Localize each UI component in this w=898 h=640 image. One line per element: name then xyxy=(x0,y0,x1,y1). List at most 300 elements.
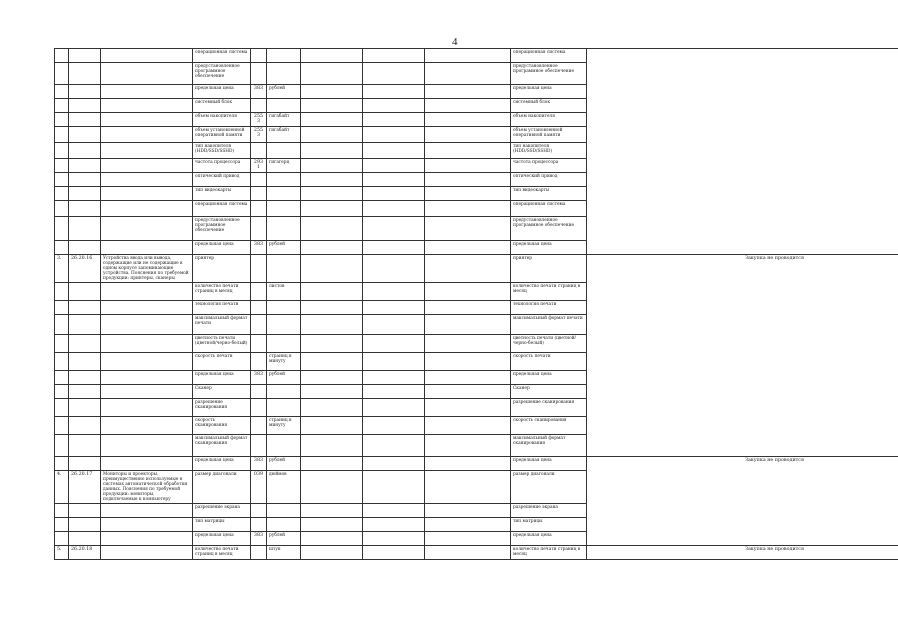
table-cell: цветность печати (цветной/черно-белый) xyxy=(193,335,251,353)
table-cell xyxy=(425,457,511,471)
table-cell xyxy=(301,471,363,504)
table-cell: разрешение сканирования xyxy=(511,399,587,417)
table-cell: 2553 xyxy=(251,127,267,143)
table-cell xyxy=(69,241,101,255)
table-cell xyxy=(101,63,193,85)
specification-table xyxy=(54,48,898,560)
table-cell: тип матрицы xyxy=(511,518,587,532)
table-cell xyxy=(55,99,69,113)
table-cell xyxy=(101,99,193,113)
table-cell xyxy=(251,173,267,187)
table-cell xyxy=(301,255,363,283)
table-cell: гигабайт xyxy=(267,113,301,127)
table-cell xyxy=(69,532,101,546)
table-cell: системный блок xyxy=(511,99,587,113)
table-cell: принтер xyxy=(511,255,587,283)
table-cell xyxy=(301,315,363,335)
table-cell: предельная цена xyxy=(193,532,251,546)
table-row xyxy=(55,255,898,283)
table-cell xyxy=(363,457,425,471)
table-cell xyxy=(363,518,425,532)
table-cell xyxy=(55,187,69,201)
table-cell xyxy=(363,471,425,504)
table-cell xyxy=(69,518,101,532)
table-cell: количество печати страниц в месяц xyxy=(511,546,587,560)
table-cell xyxy=(425,187,511,201)
table-cell: предустановленное программное обеспечение xyxy=(511,63,587,85)
table-cell xyxy=(69,201,101,217)
table-cell xyxy=(301,371,363,385)
table-cell: предельная цена xyxy=(511,371,587,385)
table-cell xyxy=(55,335,69,353)
table-cell: оптический привод xyxy=(193,173,251,187)
table-cell xyxy=(55,85,69,99)
table-cell xyxy=(101,201,193,217)
table-cell: рублей xyxy=(267,85,301,99)
table-row xyxy=(55,49,898,63)
table-cell xyxy=(69,353,101,371)
table-cell xyxy=(101,435,193,457)
table-cell xyxy=(425,518,511,532)
table-cell: цветность печати (цветной/черно-белый) xyxy=(511,335,587,353)
table-cell xyxy=(101,187,193,201)
table-cell xyxy=(425,201,511,217)
table-cell xyxy=(55,159,69,173)
table-cell xyxy=(69,399,101,417)
table-cell: рублей xyxy=(267,457,301,471)
table-cell: Сканер xyxy=(511,385,587,399)
table-cell: объем установленной оперативной памяти xyxy=(511,127,587,143)
table-cell: предельная цена xyxy=(193,241,251,255)
table-cell xyxy=(101,301,193,315)
table-cell xyxy=(301,435,363,457)
table-cell: операционная система xyxy=(511,201,587,217)
table-cell xyxy=(101,217,193,241)
table-cell xyxy=(55,399,69,417)
table-cell xyxy=(301,353,363,371)
table-cell xyxy=(363,255,425,283)
table-cell xyxy=(251,217,267,241)
table-cell xyxy=(267,143,301,159)
table-cell xyxy=(251,335,267,353)
table-cell xyxy=(69,371,101,385)
table-cell xyxy=(425,113,511,127)
table-cell: технология печати xyxy=(193,301,251,315)
table-cell xyxy=(55,201,69,217)
table-cell xyxy=(425,301,511,315)
table-cell: гигабайт xyxy=(267,127,301,143)
table-cell xyxy=(69,99,101,113)
table-cell xyxy=(363,63,425,85)
table-cell xyxy=(55,241,69,255)
table-cell: оптический привод xyxy=(511,173,587,187)
notes-cell: Закупка не проводится xyxy=(587,255,898,457)
table-cell xyxy=(301,518,363,532)
table-cell: штук xyxy=(267,546,301,560)
table-cell: 2931 xyxy=(251,159,267,173)
table-cell xyxy=(363,371,425,385)
table-cell xyxy=(55,417,69,435)
table-cell xyxy=(251,201,267,217)
table-cell: 383 xyxy=(251,532,267,546)
table-cell xyxy=(101,335,193,353)
table-cell xyxy=(55,217,69,241)
table-cell: операционная система xyxy=(193,201,251,217)
table-cell: частота процессора xyxy=(511,159,587,173)
table-cell xyxy=(267,49,301,63)
table-cell xyxy=(55,532,69,546)
page-number: 4 xyxy=(452,36,458,48)
table-cell xyxy=(301,399,363,417)
table-cell xyxy=(251,518,267,532)
table-cell xyxy=(301,127,363,143)
table-cell: максимальный формат печати xyxy=(511,315,587,335)
table-cell xyxy=(425,435,511,457)
table-cell xyxy=(425,255,511,283)
table-cell: скорость сканирования xyxy=(511,417,587,435)
table-cell xyxy=(251,385,267,399)
table-cell xyxy=(267,99,301,113)
table-cell xyxy=(267,63,301,85)
table-cell xyxy=(363,217,425,241)
table-cell xyxy=(251,435,267,457)
table-cell xyxy=(425,283,511,301)
table-cell xyxy=(69,283,101,301)
table-cell xyxy=(101,315,193,335)
table-cell: объем накопителя xyxy=(193,113,251,127)
table-cell xyxy=(101,371,193,385)
notes-cell: Закупка не проводится xyxy=(587,546,898,560)
table-cell xyxy=(363,385,425,399)
table-cell xyxy=(425,143,511,159)
table-cell xyxy=(363,435,425,457)
table-cell: системный блок xyxy=(193,99,251,113)
table-row xyxy=(55,457,898,471)
table-cell xyxy=(69,504,101,518)
table-cell: 4. xyxy=(55,471,69,504)
table-cell xyxy=(251,49,267,63)
table-cell xyxy=(55,127,69,143)
table-cell: Мониторы и проекторы, преимущественно используемые в системах автоматической обработки данных. Пояснения по требуемой продукции: мониторы, подключаемые к компьютеру xyxy=(101,471,193,504)
table-cell xyxy=(363,283,425,301)
table-cell: скорость печати xyxy=(193,353,251,371)
table-cell: страниц в минуту xyxy=(267,353,301,371)
table-cell xyxy=(101,283,193,301)
table-cell xyxy=(301,385,363,399)
table-cell xyxy=(101,173,193,187)
table-cell xyxy=(363,301,425,315)
table-cell xyxy=(251,187,267,201)
table-cell xyxy=(267,504,301,518)
table-cell: 2553 xyxy=(251,113,267,127)
table-cell xyxy=(101,385,193,399)
table-cell xyxy=(267,201,301,217)
table-cell: дюймов xyxy=(267,471,301,504)
table-cell xyxy=(55,173,69,187)
table-cell: разрешение экрана xyxy=(193,504,251,518)
table-cell xyxy=(301,504,363,518)
table-cell: 26.20.16 xyxy=(69,255,101,283)
table-cell xyxy=(251,255,267,283)
table-cell xyxy=(425,504,511,518)
table-cell xyxy=(425,159,511,173)
table-cell: предустановленное программное обеспечение xyxy=(193,217,251,241)
table-cell: максимальный формат сканирования xyxy=(193,435,251,457)
table-cell: 383 xyxy=(251,85,267,99)
table-cell: 039 xyxy=(251,471,267,504)
table-cell xyxy=(363,546,425,560)
table-cell xyxy=(425,217,511,241)
table-cell xyxy=(69,385,101,399)
table-cell: тип видеокарты xyxy=(193,187,251,201)
table-cell xyxy=(301,49,363,63)
notes-cell xyxy=(587,49,898,255)
table-cell xyxy=(69,435,101,457)
table-cell xyxy=(55,143,69,159)
table-cell xyxy=(251,399,267,417)
table-cell xyxy=(425,385,511,399)
table-cell xyxy=(251,417,267,435)
table-cell: тип накопителя (HDD/SSD/SSHD) xyxy=(193,143,251,159)
table-cell xyxy=(301,201,363,217)
table-row xyxy=(55,546,898,560)
table-cell xyxy=(69,187,101,201)
table-cell xyxy=(363,99,425,113)
table-cell: рублей xyxy=(267,371,301,385)
table-cell xyxy=(69,127,101,143)
table-cell xyxy=(301,335,363,353)
table-cell xyxy=(267,399,301,417)
table-cell xyxy=(267,173,301,187)
table-cell xyxy=(69,49,101,63)
table-cell xyxy=(101,143,193,159)
table-cell xyxy=(363,113,425,127)
table-cell xyxy=(425,49,511,63)
table-cell: предельная цена xyxy=(193,85,251,99)
table-cell xyxy=(363,159,425,173)
table-cell: 383 xyxy=(251,241,267,255)
table-cell: максимальный формат сканирования xyxy=(511,435,587,457)
table-cell: рублей xyxy=(267,532,301,546)
table-cell xyxy=(101,417,193,435)
table-cell: предельная цена xyxy=(511,457,587,471)
table-cell: операционная система xyxy=(193,49,251,63)
table-cell xyxy=(301,241,363,255)
table-cell xyxy=(251,301,267,315)
table-cell: предельная цена xyxy=(511,85,587,99)
table-cell: 383 xyxy=(251,371,267,385)
table-cell xyxy=(101,532,193,546)
table-cell: предельная цена xyxy=(511,532,587,546)
table-cell xyxy=(69,173,101,187)
table-cell xyxy=(267,335,301,353)
table-cell xyxy=(69,315,101,335)
table-cell: тип видеокарты xyxy=(511,187,587,201)
table-cell xyxy=(301,283,363,301)
table-cell: рублей xyxy=(267,241,301,255)
table-cell xyxy=(101,457,193,471)
table-cell xyxy=(55,385,69,399)
table-cell: операционная система xyxy=(511,49,587,63)
table-cell xyxy=(251,546,267,560)
table-cell xyxy=(301,63,363,85)
table-cell: максимальный формат печати xyxy=(193,315,251,335)
table-cell xyxy=(101,113,193,127)
table-cell: принтер xyxy=(193,255,251,283)
table-cell xyxy=(363,532,425,546)
table-cell xyxy=(425,127,511,143)
table-cell xyxy=(55,301,69,315)
table-cell xyxy=(363,127,425,143)
table-cell: размер диагонали xyxy=(193,471,251,504)
table-cell xyxy=(425,546,511,560)
table-cell xyxy=(55,371,69,385)
table-cell xyxy=(425,399,511,417)
table-cell xyxy=(301,217,363,241)
table-cell xyxy=(251,63,267,85)
table-cell xyxy=(363,187,425,201)
table-cell xyxy=(101,504,193,518)
table-cell xyxy=(301,143,363,159)
table-cell xyxy=(251,504,267,518)
table-cell xyxy=(69,113,101,127)
table-cell xyxy=(363,399,425,417)
table-cell: количество печати страниц в месяц xyxy=(193,546,251,560)
table-cell xyxy=(55,113,69,127)
table-cell xyxy=(425,471,511,504)
table-cell xyxy=(267,385,301,399)
table-cell xyxy=(251,99,267,113)
table-cell xyxy=(55,457,69,471)
table-cell: тип матрицы xyxy=(193,518,251,532)
table-cell xyxy=(363,49,425,63)
table-cell: 5. xyxy=(55,546,69,560)
table-cell xyxy=(425,353,511,371)
table-cell: страниц в минуту xyxy=(267,417,301,435)
table-cell xyxy=(301,99,363,113)
table-cell xyxy=(55,518,69,532)
table-cell xyxy=(69,301,101,315)
table-cell: предельная цена xyxy=(511,241,587,255)
table-cell xyxy=(69,159,101,173)
table-cell xyxy=(363,417,425,435)
table-cell: Сканер xyxy=(193,385,251,399)
table-cell xyxy=(425,85,511,99)
table-cell: предельная цена xyxy=(193,371,251,385)
table-cell xyxy=(267,301,301,315)
table-cell: предельная цена xyxy=(193,457,251,471)
table-cell: предустановленное программное обеспечение xyxy=(193,63,251,85)
table-cell: Устройства ввода или вывода, содержащие или не содержащие в одном корпусе запоминающие устройства. Пояснения по требуемой продукции: принтеры, сканеры xyxy=(101,255,193,283)
table-cell: разрешение экрана xyxy=(511,504,587,518)
table-cell xyxy=(69,63,101,85)
table-cell xyxy=(301,173,363,187)
table-cell xyxy=(55,435,69,457)
table-cell xyxy=(251,353,267,371)
table-cell xyxy=(69,85,101,99)
table-cell: листов xyxy=(267,283,301,301)
notes-cell: Закупка не проводится xyxy=(587,457,898,546)
table-cell xyxy=(251,315,267,335)
table-cell xyxy=(251,283,267,301)
table-cell xyxy=(363,241,425,255)
table-cell xyxy=(363,315,425,335)
table-cell xyxy=(363,353,425,371)
table-cell: 26.20.18 xyxy=(69,546,101,560)
table-cell xyxy=(101,49,193,63)
table-cell xyxy=(425,315,511,335)
table-cell: количество печати страниц в месяц xyxy=(511,283,587,301)
table-cell xyxy=(267,435,301,457)
table-cell: скорость сканирования xyxy=(193,417,251,435)
table-cell: объем установленной оперативной памяти xyxy=(193,127,251,143)
table-cell xyxy=(363,504,425,518)
table-cell: 383 xyxy=(251,457,267,471)
table-cell: разрешение сканирования xyxy=(193,399,251,417)
table-cell xyxy=(267,187,301,201)
table-cell xyxy=(55,63,69,85)
table-cell xyxy=(363,173,425,187)
table-cell xyxy=(101,85,193,99)
table-cell xyxy=(101,546,193,560)
table-cell xyxy=(69,335,101,353)
table-cell xyxy=(425,63,511,85)
table-cell xyxy=(101,241,193,255)
table-cell xyxy=(69,417,101,435)
table-cell xyxy=(301,159,363,173)
table-cell xyxy=(55,315,69,335)
table-cell xyxy=(101,353,193,371)
table-cell xyxy=(301,417,363,435)
table-cell: гигагерц xyxy=(267,159,301,173)
table-cell xyxy=(267,217,301,241)
table-cell xyxy=(101,127,193,143)
table-cell: количество печати страниц в месяц xyxy=(193,283,251,301)
table-cell xyxy=(251,143,267,159)
table-cell xyxy=(69,217,101,241)
table-cell xyxy=(301,532,363,546)
table-cell: скорость печати xyxy=(511,353,587,371)
table-cell xyxy=(101,399,193,417)
table-cell xyxy=(267,255,301,283)
table-cell xyxy=(425,241,511,255)
table-cell: 3. xyxy=(55,255,69,283)
table-cell: частота процессора xyxy=(193,159,251,173)
table-cell xyxy=(425,371,511,385)
table-cell xyxy=(363,143,425,159)
table-cell: объем накопителя xyxy=(511,113,587,127)
table-cell: предустановленное программное обеспечение xyxy=(511,217,587,241)
table-cell: тип накопителя (HDD/SSD/SSHD) xyxy=(511,143,587,159)
table-cell xyxy=(69,457,101,471)
table-cell xyxy=(363,335,425,353)
table-cell xyxy=(425,335,511,353)
table-cell: технология печати xyxy=(511,301,587,315)
table-cell xyxy=(267,518,301,532)
table-cell xyxy=(425,99,511,113)
table-cell xyxy=(267,315,301,335)
table-cell xyxy=(301,457,363,471)
table-cell xyxy=(301,85,363,99)
table-cell xyxy=(101,159,193,173)
table-cell xyxy=(301,113,363,127)
table-cell xyxy=(55,283,69,301)
table-cell xyxy=(55,504,69,518)
table-cell xyxy=(55,353,69,371)
table-cell xyxy=(363,201,425,217)
table-cell xyxy=(301,301,363,315)
table-cell: 26.20.17 xyxy=(69,471,101,504)
